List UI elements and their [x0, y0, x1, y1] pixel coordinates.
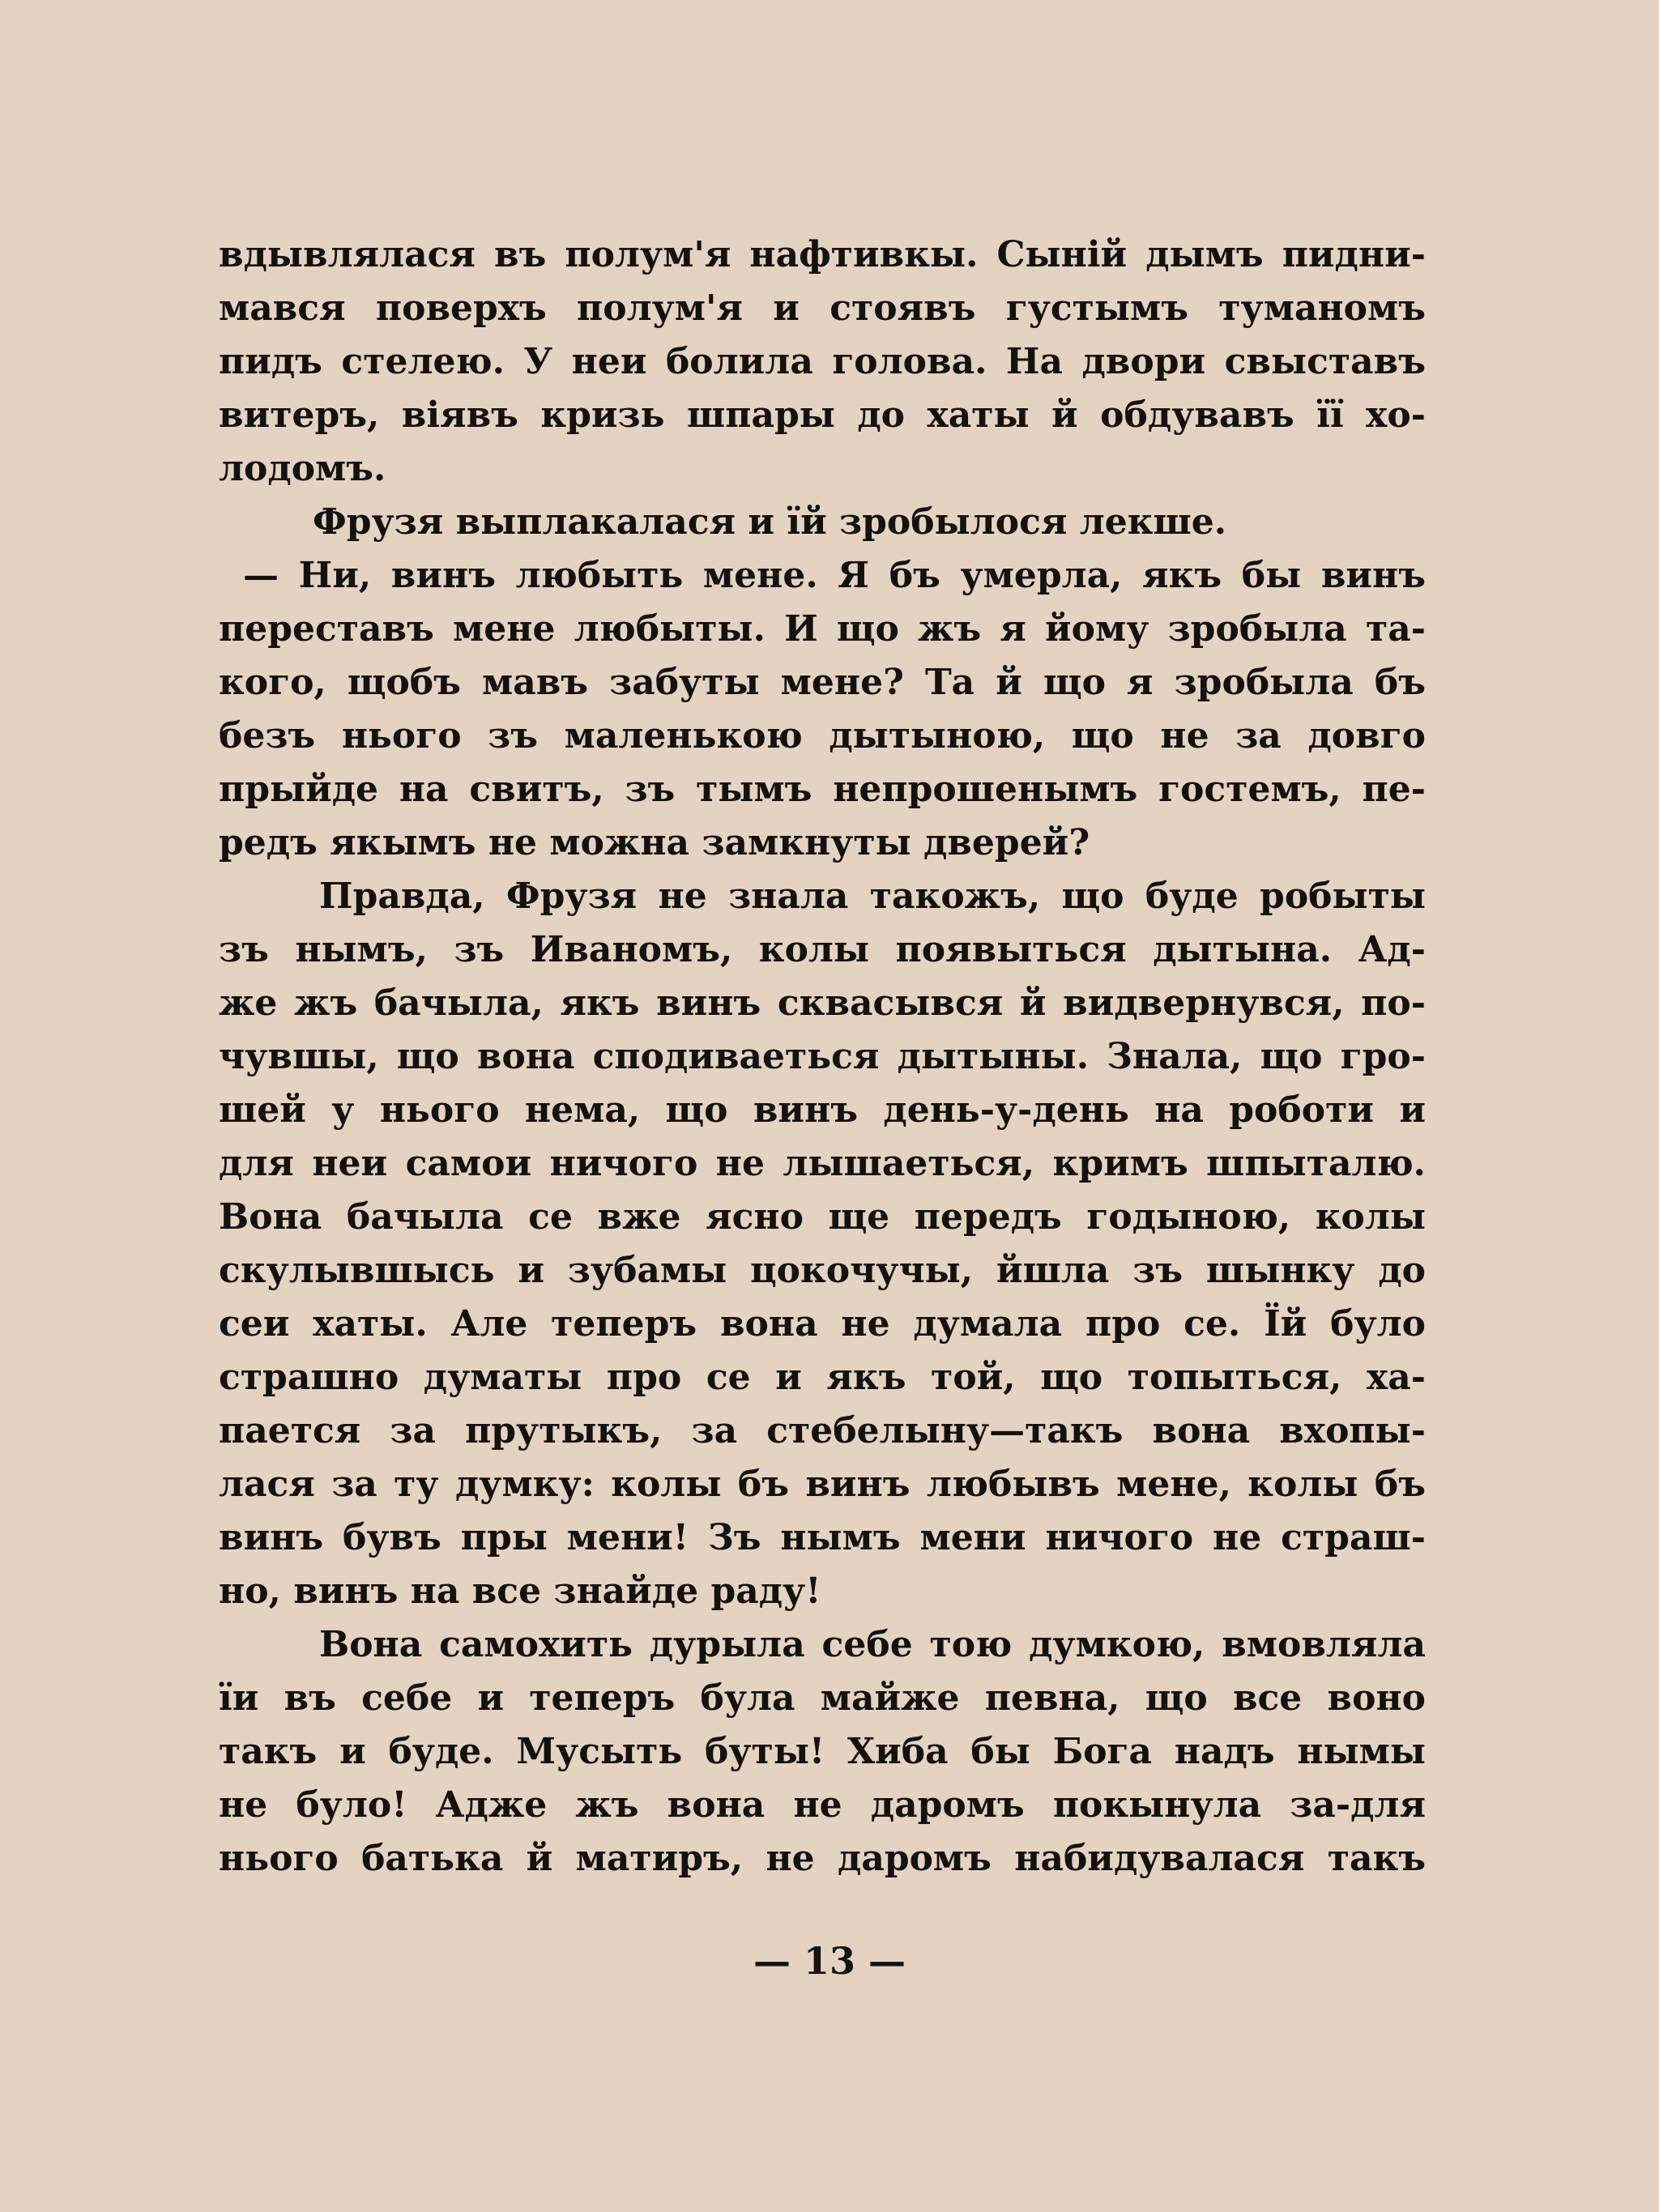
- text-line: скулывшысь и зубамы цокочучы, йшла зъ шынку до: [219, 1250, 1426, 1291]
- text-line: пидъ стелею. У неи болила голова. На двори свыставъ: [219, 341, 1426, 382]
- text-line: безъ нього зъ маленькою дытыною, що не за довго: [219, 715, 1426, 757]
- text-line: чувшы, що вона сподиваеться дытыны. Знала, що гро-: [219, 1036, 1426, 1077]
- text-line: такъ и буде. Мусыть буты! Хиба бы Бога надъ нымы: [219, 1731, 1426, 1772]
- text-line: для неи самои ничого не лышаеться, кримъ шпыталю.: [219, 1143, 1426, 1184]
- text-line: Вона самохить дурыла себе тою думкою, вмовляла: [319, 1624, 1426, 1665]
- text-line: винъ бувъ пры мени! Зъ нымъ мени ничого не страш-: [219, 1517, 1426, 1558]
- text-line: Вона бачыла се вже ясно ще передъ годыною, колы: [219, 1196, 1426, 1238]
- text-line: прыйде на свитъ, зъ тымъ непрошенымъ гостемъ, пе-: [219, 769, 1426, 810]
- text-line: сеи хаты. Але теперъ вона не думала про се. Їй було: [219, 1303, 1426, 1345]
- text-line: мався поверхъ полум'я и стоявъ густымъ туманомъ: [219, 288, 1426, 329]
- text-line: не було! Адже жъ вона не даромъ покынула за-для: [219, 1784, 1426, 1826]
- text-line: нього батька й матиръ, не даромъ набидувалася такъ: [219, 1838, 1426, 1879]
- text-line: редъ якымъ не можна замкнуты дверей?: [219, 822, 1090, 863]
- page-number: — 13 —: [753, 1939, 906, 1983]
- text-line: зъ нымъ, зъ Иваномъ, колы появыться дытына. Ад-: [219, 929, 1426, 970]
- text-line: но, винъ на все знайде раду!: [219, 1571, 821, 1612]
- text-line: лася за ту думку: колы бъ винъ любывъ мене, колы бъ: [219, 1464, 1426, 1505]
- text-line: кого, щобъ мавъ забуты мене? Та й що я зробыла бъ: [219, 662, 1426, 703]
- text-line: пается за прутыкъ, за стебелыну—такъ вона вхопы-: [219, 1410, 1426, 1451]
- text-line: — Ни, винъ любыть мене. Я бъ умерла, якъ бы винъ: [243, 555, 1426, 596]
- text-line: лодомъ.: [219, 448, 386, 489]
- text-line: їи въ себе и теперъ була майже певна, що все воно: [219, 1677, 1426, 1719]
- text-line: страшно думаты про се и якъ той, що топыться, ха-: [219, 1357, 1426, 1398]
- text-line: витеръ, віявъ кризь шпары до хаты й обдувавъ її хо-: [219, 394, 1426, 436]
- text-line: Правда, Фрузя не знала такожъ, що буде робыты: [319, 876, 1426, 917]
- text-line: Фрузя выплакалася и їй зробылося лекше.: [313, 501, 1227, 543]
- text-line: переставъ мене любыты. И що жъ я йому зробыла та-: [219, 608, 1426, 650]
- text-line: же жъ бачыла, якъ винъ сквасывся й видвернувся, по-: [219, 982, 1426, 1024]
- text-line: вдывлялася въ полум'я нафтивкы. Сыній дымъ пидни-: [219, 234, 1426, 275]
- text-line: шей у нього немa, що винъ день-у-день на роботи и: [219, 1089, 1426, 1131]
